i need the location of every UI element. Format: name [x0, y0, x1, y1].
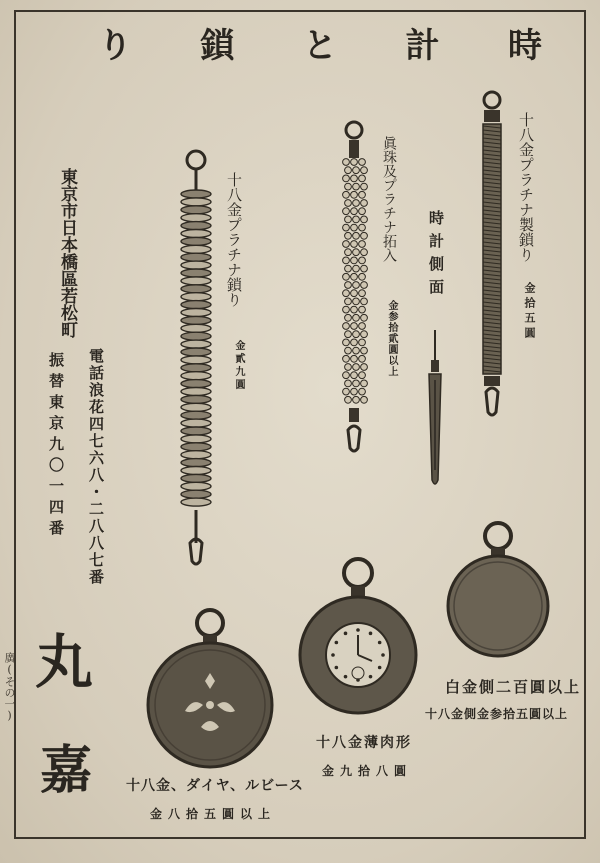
- watch-2-description: 十八金薄肉形: [316, 735, 412, 751]
- page-side-note: 廣(その一): [3, 652, 16, 722]
- side-view-label: 時計側面: [427, 210, 445, 302]
- watch-illustration-diamond-ruby: [145, 605, 285, 770]
- chain-illustration-3: [476, 90, 516, 450]
- shop-name-char-1: 丸: [35, 628, 94, 696]
- chain-1-price: 金貳九圓: [233, 340, 244, 392]
- title-char: 鎖: [200, 26, 235, 66]
- shop-address: 東京市日本橋區若松町: [57, 168, 77, 338]
- chain-3-price: 金拾五圓: [523, 282, 536, 342]
- shop-name-char-2: 嘉: [40, 740, 93, 801]
- title-char: り: [98, 26, 132, 66]
- chain-illustration-2: [336, 118, 376, 478]
- watch-3-price: 金八拾五圓以上: [150, 807, 277, 821]
- watch-3-description: 十八金、ダイヤ、ルビース: [126, 778, 304, 794]
- title-char: と: [303, 26, 337, 66]
- chain-2-description: 眞珠及プラチナ拓入: [381, 136, 397, 262]
- title-char: 時: [508, 26, 542, 66]
- watch-illustration-thin: [298, 555, 428, 720]
- chain-2-price: 金参拾貮圓以上: [386, 300, 397, 377]
- chain-illustration-1: [176, 148, 226, 568]
- watch-2-price: 金九拾八圓: [322, 764, 413, 778]
- watch-1-price: 十八金側金参拾五圓以上: [425, 707, 569, 721]
- shop-transfer: 振替東京九〇一四番: [47, 352, 65, 541]
- page-title: [95, 18, 545, 67]
- chain-3-description: 十八金プラチナ製鎖り: [517, 112, 535, 262]
- title-char: 計: [405, 26, 440, 66]
- shop-phone: 電話浪花四七六八・二八八七番: [87, 348, 105, 586]
- chain-1-description: 十八金プラチナ鎖り: [225, 172, 243, 307]
- watch-side-view-illustration: [420, 330, 450, 490]
- watch-illustration-white-gold: [443, 518, 563, 658]
- watch-1-description: 白金側二百圓以上: [445, 678, 582, 696]
